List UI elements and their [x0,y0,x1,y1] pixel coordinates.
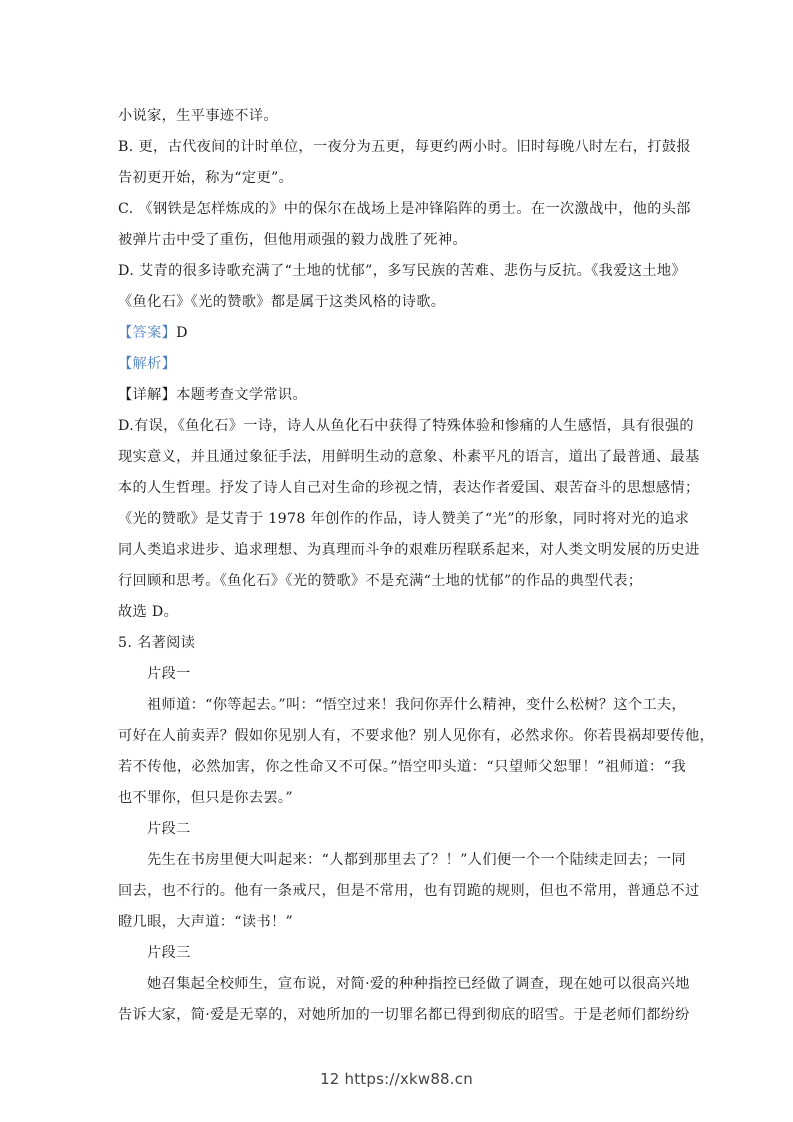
option-c-line: C. 《钢铁是怎样炼成的》中的保尔在战场上是冲锋陷阵的勇士。在一次激战中，他的头部 [118,201,691,217]
fragment-3-heading: 片段三 [147,945,191,961]
detail-row [118,380,686,411]
fragment-2-line: 回去，也不行的。他有一条戒尺，但是不常用，也有罚跪的规则，但也不常用，普通总不过 [118,883,700,899]
explanation-line: 现实意义，并且通过象征手法，用鲜明生动的意象、朴素平凡的语言，道出了最普通、最基 [118,449,700,465]
fragment-2-line: 先生在书房里便大叫起来：“人都到那里去了？！”人们便一个一个陆续走回去；一同 [147,852,686,868]
option-d-continuation: 《鱼化石》《光的赞歌》都是属于这类风格的诗歌。 [118,294,446,310]
fragment-1-line: 也不罪你，但只是你去罢。” [118,790,293,806]
fragment-1-line: 祖师道：“你等起去。”叫：“悟空过来！我问你弄什么精神，变什么松树？这个工夫， [147,697,687,713]
detail-label: 【详解】 [118,387,177,403]
explanation-line: 《光的赞歌》是艾青于 1978 年创作的作品，诗人赞美了“光”的形象，同时将对光的追求 [118,511,690,527]
analysis-row [118,349,686,380]
fragment-1-heading: 片段一 [147,666,191,682]
option-c-continuation: 被弹片击中受了重伤，但他用顽强的毅力战胜了死神。 [118,232,467,248]
fragment-2-line: 瞪几眼，大声道：“读书！” [118,914,294,930]
fragment-3-line: 告诉大家，简·爱是无辜的，对她所加的一切罪名都已得到彻底的昭雪。于是老师们都纷纷 [118,1007,690,1023]
explanation-line: D.有误，《鱼化石》一诗，诗人从鱼化石中获得了特殊体验和惨痛的人生感悟，具有很强的 [118,418,694,434]
answer-label: 【答案】 [118,325,177,341]
question-5-title: 5. 名著阅读 [118,635,196,651]
option-b-line: B. 更，古代夜间的计时单位，一夜分为五更，每更约两小时。旧时每晚八时左右，打鼓报 [118,139,691,155]
explanation-line: 同人类追求进步、追求理想、为真理而斗争的艰难历程联系起来，对人类文明发展的历史进 [118,542,700,558]
option-b-continuation: 告初更开始，称为“定更”。 [118,170,294,186]
fragment-1-line: 若不传他，必然加害，你之性命又不可保。”悟空叩头道：“只望师父恕罪！”祖师道：“我 [118,759,686,775]
document-page [118,101,715,1031]
page-footer: 12 https://xkw88.cn [320,1070,473,1088]
fragment-2-heading: 片段二 [147,821,191,837]
fragment-3-line: 她召集起全校师生，宣布说，对简·爱的种种指控已经做了调查，现在她可以很高兴地 [147,976,690,992]
text-line: 小说家，生平事迹不详。 [118,108,278,124]
fragment-1-line: 可好在人前卖弄？假如你见别人有，不要求他？别人见你有，必然求你。你若畏祸却要传他， [118,728,715,744]
analysis-label: 【解析】 [118,356,177,372]
explanation-line: 本的人生哲理。抒发了诗人自己对生命的珍视之情，表达作者爱国、艰苦奋斗的思想感情； [118,480,700,496]
explanation-line: 行回顾和思考。《鱼化石》《光的赞歌》不是充满“土地的忧郁”的作品的典型代表； [118,573,643,589]
answer-value: D [176,325,188,341]
detail-text: 本题考查文学常识。 [176,387,307,403]
option-d-line: D. 艾青的很多诗歌充满了“土地的忧郁”，多写民族的苦难、悲伤与反抗。《我爱这土地》 [118,263,686,279]
conclusion-line: 故选 D。 [118,604,179,620]
answer-row [118,318,686,349]
